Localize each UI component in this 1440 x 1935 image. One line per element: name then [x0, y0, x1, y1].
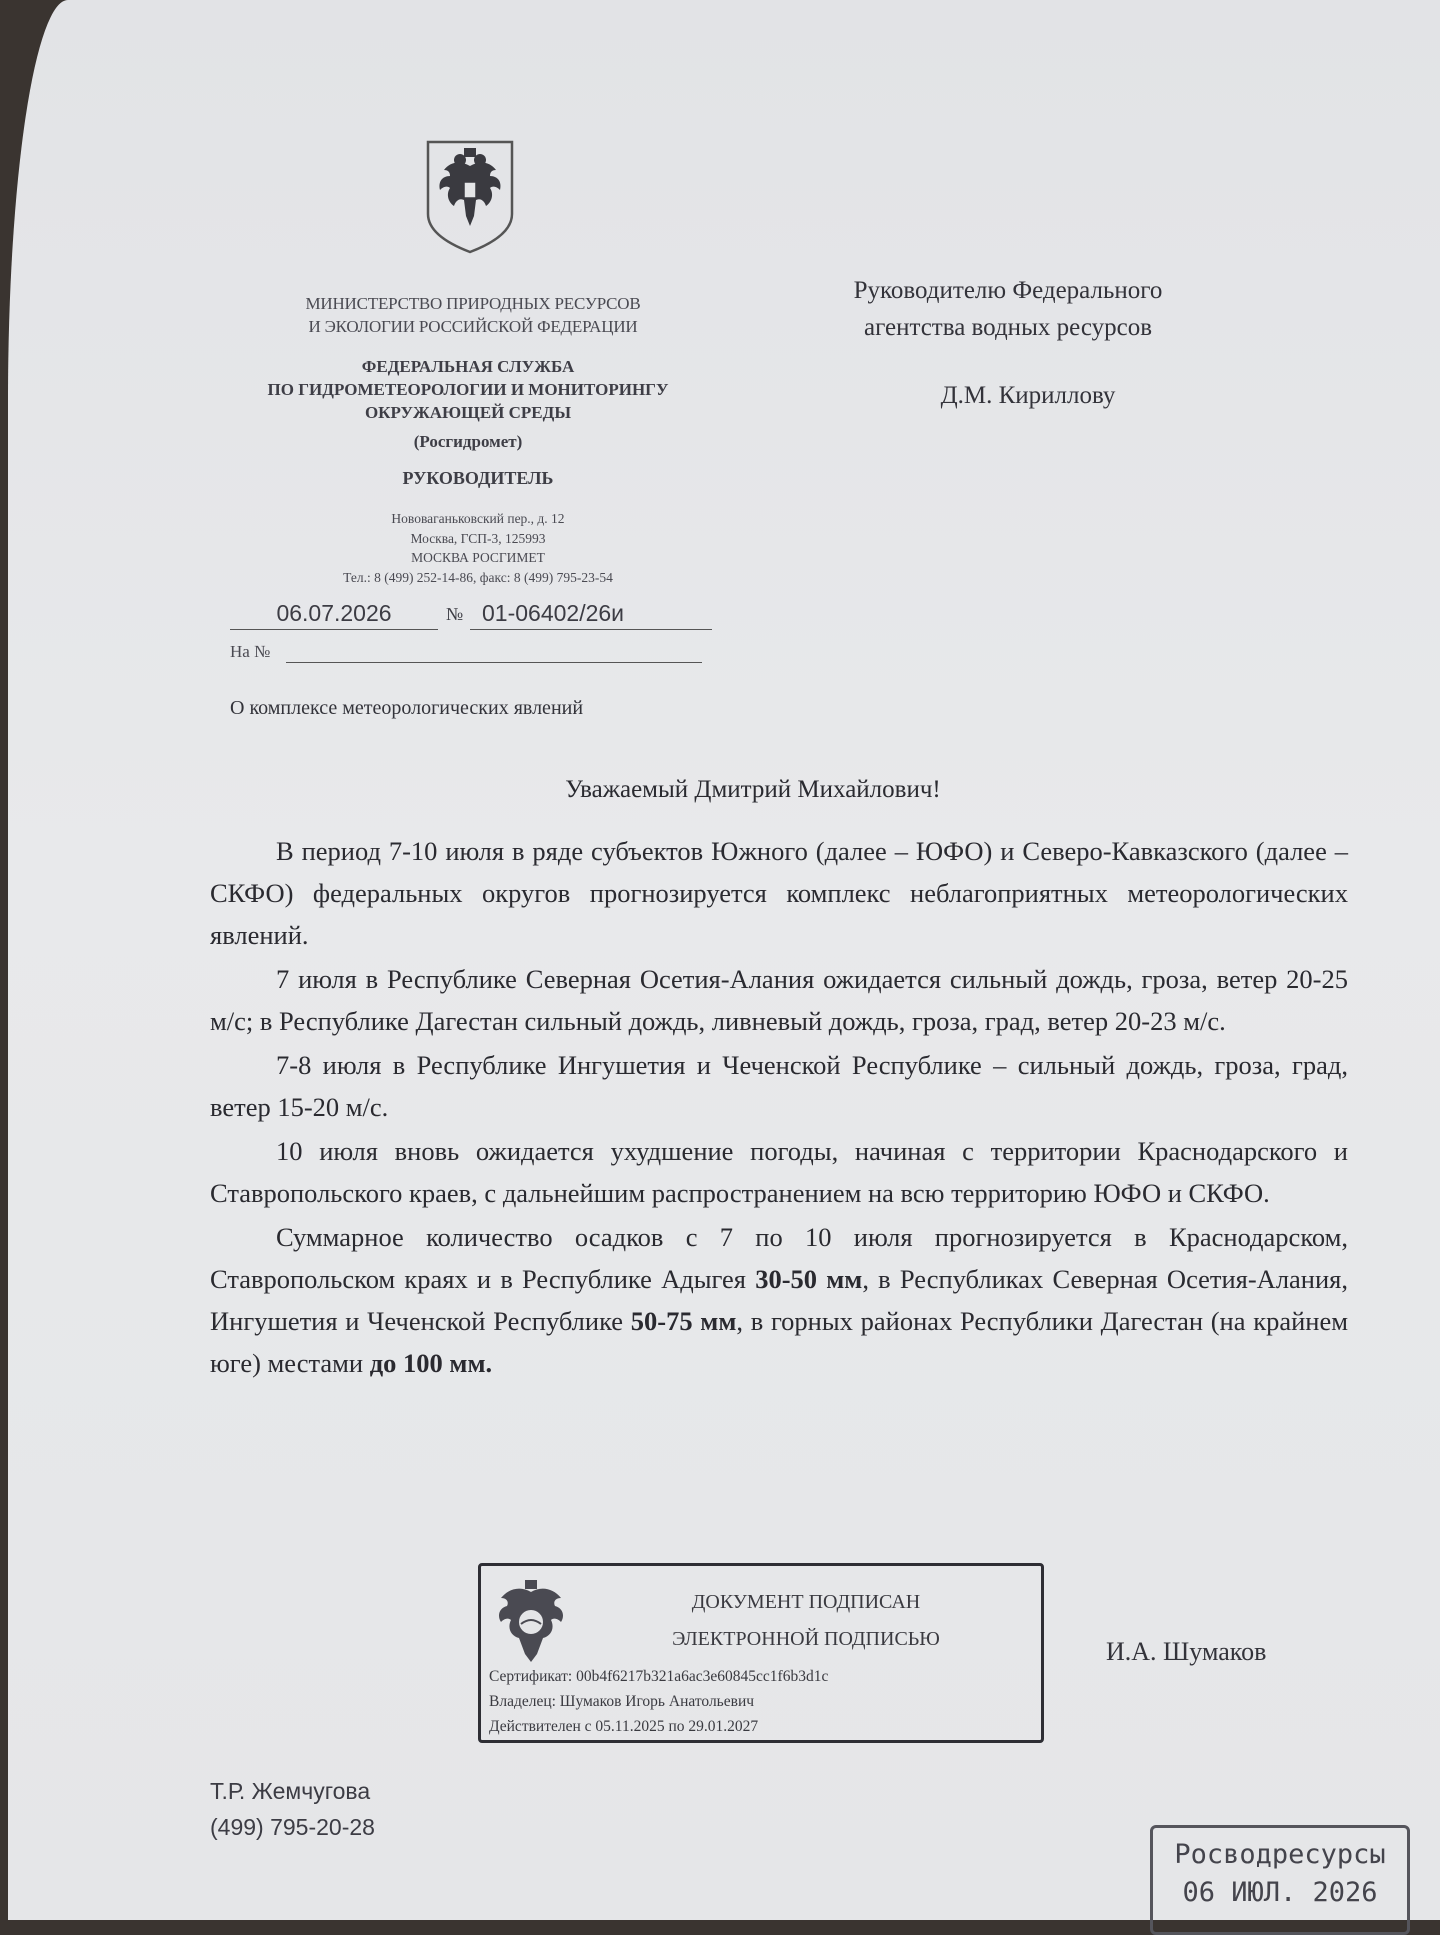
- reference-line: [286, 662, 702, 663]
- body-paragraph: В период 7-10 июля в ряде субъектов Южного (далее – ЮФО) и Северо-Кавказского (далее – СКФО) федеральных округов прогнозируется комплекс неблагоприятных метеорологических явлений.: [210, 836, 1348, 950]
- roshydromet-emblem-icon: [491, 1578, 571, 1668]
- registration-number: 01-06402/26и: [470, 600, 712, 630]
- position-title: РУКОВОДИТЕЛЬ: [402, 468, 554, 488]
- service-abbreviation: (Росгидромет): [413, 432, 523, 451]
- address-line: Нововаганьковский пер., д. 12: [391, 511, 565, 526]
- executor-name: Т.Р. Жемчугова: [210, 1778, 371, 1804]
- signer-name: И.А. Шумаков: [1106, 1637, 1267, 1666]
- reference-label: На №: [230, 642, 271, 661]
- addressee-line: агентства водных ресурсов: [863, 314, 1152, 341]
- signature-title-line: ДОКУМЕНТ ПОДПИСАН: [691, 1591, 921, 1613]
- precipitation-amount: до 100 мм.: [369, 1348, 493, 1378]
- ministry-line: МИНИСТЕРСТВО ПРИРОДНЫХ РЕСУРСОВ: [305, 294, 641, 313]
- address-line: Тел.: 8 (499) 252-14-86, факс: 8 (499) 795-23-54: [343, 569, 613, 585]
- electronic-signature-stamp: [478, 1563, 1044, 1743]
- body-paragraph: 7 июля в Республике Северная Осетия-Алания ожидается сильный дождь, гроза, ветер 20-25 м/с; в Республике Дагестан сильный дождь, ливневый дождь, гроза, град, ветер 20-23 м/с.: [210, 964, 1348, 1036]
- executor-phone: (499) 795-20-28: [210, 1814, 375, 1840]
- body-text-span: Суммарное количество осадков с 7 по 10 июля прогнозируется в Краснодарском, Ставропольском краях и в Республике Адыгея: [210, 1222, 1348, 1294]
- service-line: ПО ГИДРОМЕТЕОРОЛОГИИ И МОНИТОРИНГУ: [267, 380, 669, 399]
- body-paragraph-precipitation: [210, 1216, 1348, 1384]
- registration-date: 06.07.2026: [230, 600, 438, 630]
- signature-details: [489, 1664, 1039, 1739]
- address-line: Москва, ГСП-3, 125993: [410, 530, 546, 546]
- stamp-text: [1153, 1836, 1407, 1912]
- letter-page: [8, 0, 1440, 1920]
- stamp-line: 06 ИЮЛ. 2026: [1182, 1877, 1378, 1908]
- letterhead-address: [258, 509, 698, 587]
- certificate-owner: Владелец: Шумаков Игорь Анатольевич: [489, 1693, 755, 1710]
- certificate-id: Сертификат: 00b4f6217b321a6ac3e60845cc1f6b3d1c: [489, 1668, 829, 1685]
- certificate-validity: Действителен с 05.11.2025 по 29.01.2027: [489, 1718, 759, 1735]
- service-line: ОКРУЖАЮЩЕЙ СРЕДЫ: [364, 403, 572, 422]
- addressee-name: Д.М. Кириллову: [940, 382, 1116, 409]
- stamp-line: Росводресурсы: [1174, 1839, 1386, 1870]
- registration-number-label: №: [446, 604, 464, 624]
- service-name: [208, 355, 728, 453]
- service-line: ФЕДЕРАЛЬНАЯ СЛУЖБА: [361, 357, 575, 376]
- precipitation-amount: 50-75 мм: [630, 1306, 737, 1336]
- precipitation-amount: 30-50 мм: [755, 1264, 863, 1294]
- incoming-registration-stamp: [1150, 1825, 1410, 1935]
- body-paragraph: 7-8 июля в Республике Ингушетия и Чеченской Республике – сильный дождь, гроза, град, ветер 15-20 м/с.: [210, 1050, 1348, 1122]
- signature-title-line: ЭЛЕКТРОННОЙ ПОДПИСЬЮ: [672, 1628, 940, 1650]
- body-paragraph: 10 июля вновь ожидается ухудшение погоды, начиная с территории Краснодарского и Ставропольского краев, с дальнейшим распространением на всю территорию ЮФО и СКФО.: [210, 1136, 1348, 1208]
- addressee-line: Руководителю Федерального: [853, 277, 1163, 304]
- coat-of-arms-icon: [420, 136, 520, 256]
- letter-subject: О комплексе метеорологических явлений: [230, 697, 584, 719]
- ministry-line: И ЭКОЛОГИИ РОССИЙСКОЙ ФЕДЕРАЦИИ: [308, 317, 638, 336]
- salutation: Уважаемый Дмитрий Михайлович!: [565, 776, 941, 803]
- body-text-span: , в горных районах Республики Дагестан (на крайнем юге) местами: [210, 1306, 1348, 1378]
- body-text-span: , в Республиках Северная Осетия-Алания, Ингушетия и Чеченской Республике: [210, 1264, 1348, 1336]
- address-line: МОСКВА РОСГИМЕТ: [411, 550, 545, 565]
- addressee: [798, 272, 1218, 346]
- ministry-name: [238, 292, 708, 338]
- letter-body: [210, 830, 1348, 1386]
- executor-info: [210, 1773, 375, 1845]
- signature-title: [591, 1584, 1021, 1658]
